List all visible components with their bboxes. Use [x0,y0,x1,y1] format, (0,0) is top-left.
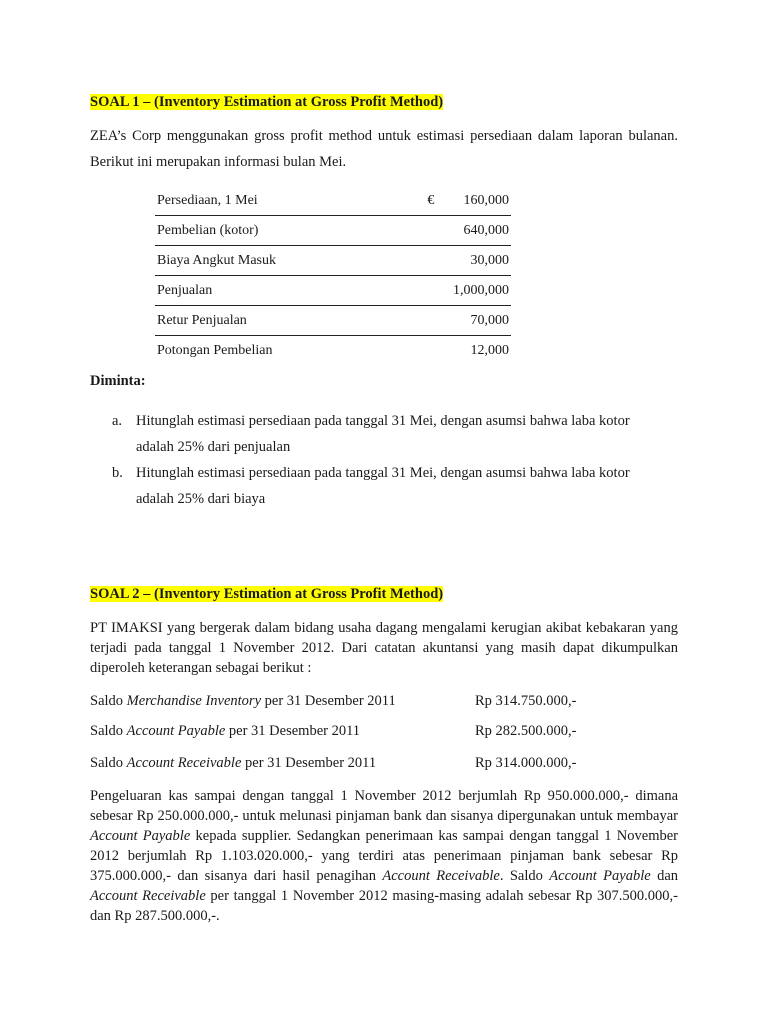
list-marker: b. [112,465,123,481]
saldo-label: Saldo Account Payable per 31 Desember 2011 [90,723,361,739]
row-label: Penjualan [155,276,297,306]
diminta-label: Diminta: [90,373,146,389]
row-label: Potongan Pembelian [157,342,273,358]
soal2-closing-paragraph: Pengeluaran kas sampai dengan tanggal 1 November 2012 berjumlah Rp 950.000.000,- dimana sebesar Rp 250.000.000,- untuk melunasi pinjaman bank dan sisanya dipergunakan untuk membayar Account Payable kepada supplier. Sedangkan penerimaan kas sampai dengan tanggal 1 November 2012 berjumlah Rp 1.103.020.000,- yang terdiri atas penerimaan pinjaman bank sebesar Rp 375.000.000,- dan sisanya dari hasil penagihan Account Receivable. Saldo Account Payable dan Account Receivable per tanggal 1 November 2012 masing-masing adalah sebesar Rp 307.500.000,- dan Rp 287.500.000,-. [90,788,679,924]
saldo-row [90,693,678,713]
soal1-heading [90,94,443,111]
table-row [155,216,511,246]
saldo-value: Rp 282.500.000,- [475,723,577,739]
soal2-heading [90,586,443,603]
soal1-info-table [155,186,511,365]
list-marker: a. [112,413,123,429]
question-list [112,408,678,512]
saldo-value: Rp 314.750.000,- [475,693,577,709]
soal1-title: SOAL 1 – (Inventory Estimation at Gross Profit Method) [90,94,444,110]
saldo-row [90,723,678,743]
currency-symbol: € [427,192,435,208]
row-value: 1,000,000 [297,276,511,306]
row-label: Persediaan, 1 Mei [155,186,297,216]
list-item: b. Hitunglah estimasi persediaan pada tanggal 31 Mei, dengan asumsi bahwa laba kotor adalah 25% dari biaya [112,460,678,512]
row-value: € 160,000 [297,186,511,216]
row-label: Biaya Angkut Masuk [155,246,297,276]
table-row [155,306,511,336]
row-value: 70,000 [297,306,511,336]
table-row [155,276,511,306]
soal2-intro: PT IMAKSI yang bergerak dalam bidang usaha dagang mengalami kerugian akibat kebakaran yang terjadi pada tanggal 1 November 2012. Dari catatan akuntansi yang masih dapat dikumpulkan diperoleh keterangan sebagai berikut : [90,620,678,676]
row-value: 12,000 [470,342,509,358]
table-row [155,186,511,216]
row-value: 30,000 [297,246,511,276]
saldo-label: Saldo Merchandise Inventory per 31 Desember 2011 [90,693,396,709]
row-label: Pembelian (kotor) [155,216,297,246]
row-value: 640,000 [297,216,511,246]
table-row [155,336,511,366]
saldo-row [90,755,678,775]
soal2-title: SOAL 2 – (Inventory Estimation at Gross Profit Method) [90,586,444,602]
soal1-intro: ZEA’s Corp menggunakan gross profit method untuk estimasi persediaan dalam laporan bulanan. Berikut ini merupakan informasi bulan Mei. [90,128,678,170]
list-item: a. Hitunglah estimasi persediaan pada tanggal 31 Mei, dengan asumsi bahwa laba kotor adalah 25% dari penjualan [112,408,678,460]
table-row [155,246,511,276]
saldo-label: Saldo Account Receivable per 31 Desember 2011 [90,755,377,771]
row-label: Retur Penjualan [155,306,297,336]
saldo-value: Rp 314.000.000,- [475,755,577,771]
